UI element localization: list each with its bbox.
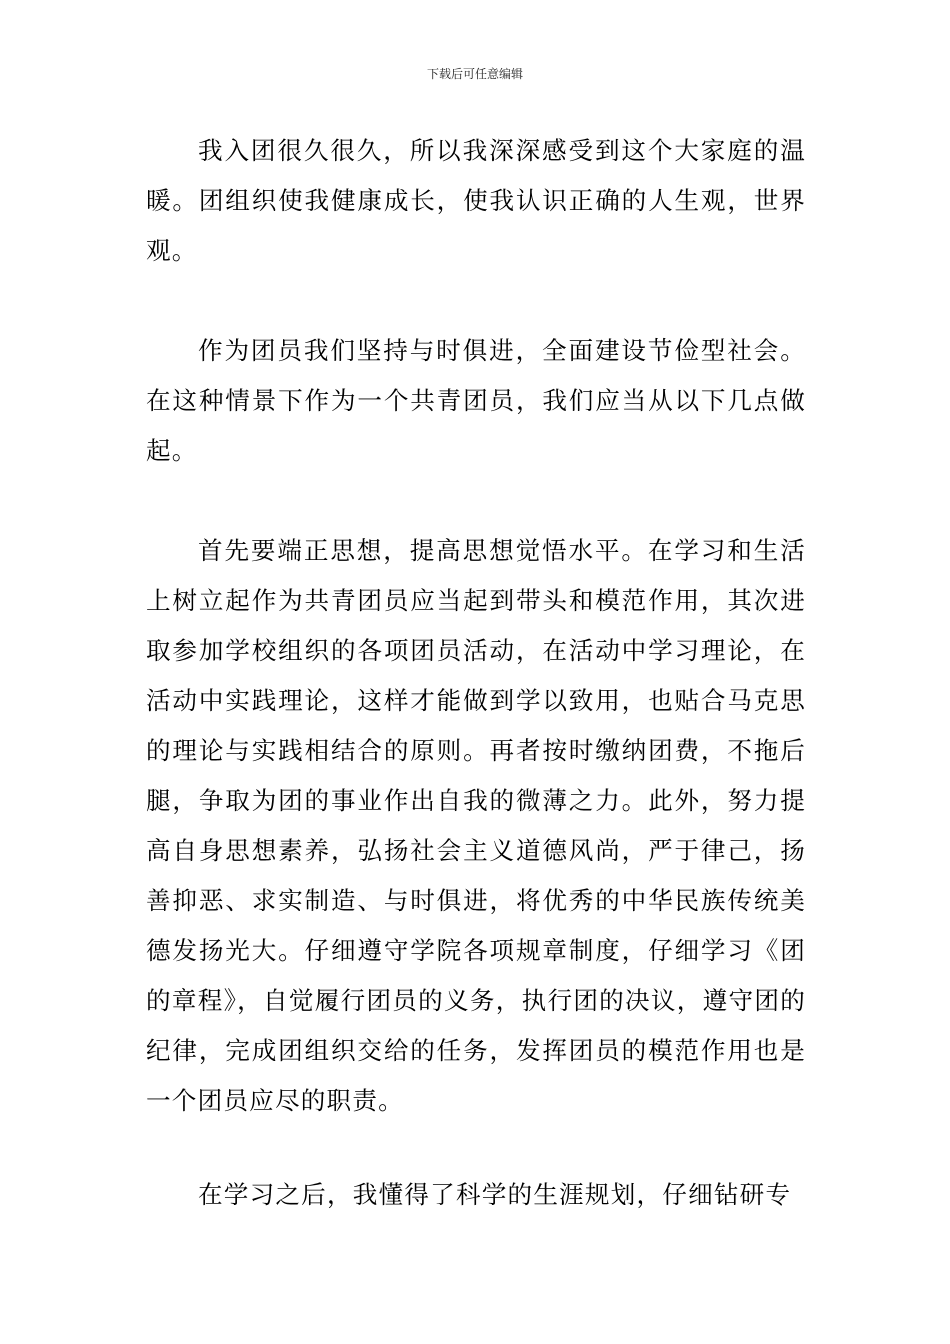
- paragraph-4: 在学习之后，我懂得了科学的生涯规划，仔细钻研专: [198, 1180, 792, 1209]
- page-header: 下载后可任意编辑: [426, 67, 523, 81]
- paragraph-1: 我入团很久很久，所以我深深感受到这个大家庭的温暖。团组织使我健康成长，使我认识正确的人生观，世界观。: [146, 136, 806, 265]
- paragraph-3: 首先要端正思想，提高思想觉悟水平。在学习和生活上树立起作为共青团员应当起到带头和模范作用，其次进取参加学校组织的各项团员活动，在活动中学习理论，在活动中实践理论，这样才能做到学以致用，也贴合马克思的理论与实践相结合的原则。再者按时缴纳团费，不拖后腿，争取为团的事业作出自我的微薄之力。此外，努力提高自身思想素养，弘扬社会主义道德风尚，严于律己，扬善抑恶、求实制造、与时俱进，将优秀的中华民族传统美德发扬光大。仔细遵守学院各项规章制度，仔细学习《团的章程》，自觉履行团员的义务，执行团的决议，遵守团的纪律，完成团组织交给的任务，发挥团员的模范作用也是一个团员应尽的职责。: [146, 536, 806, 1115]
- paragraph-2: 作为团员我们坚持与时俱进，全面建设节俭型社会。在这种情景下作为一个共青团员，我们应当从以下几点做起。: [146, 336, 806, 465]
